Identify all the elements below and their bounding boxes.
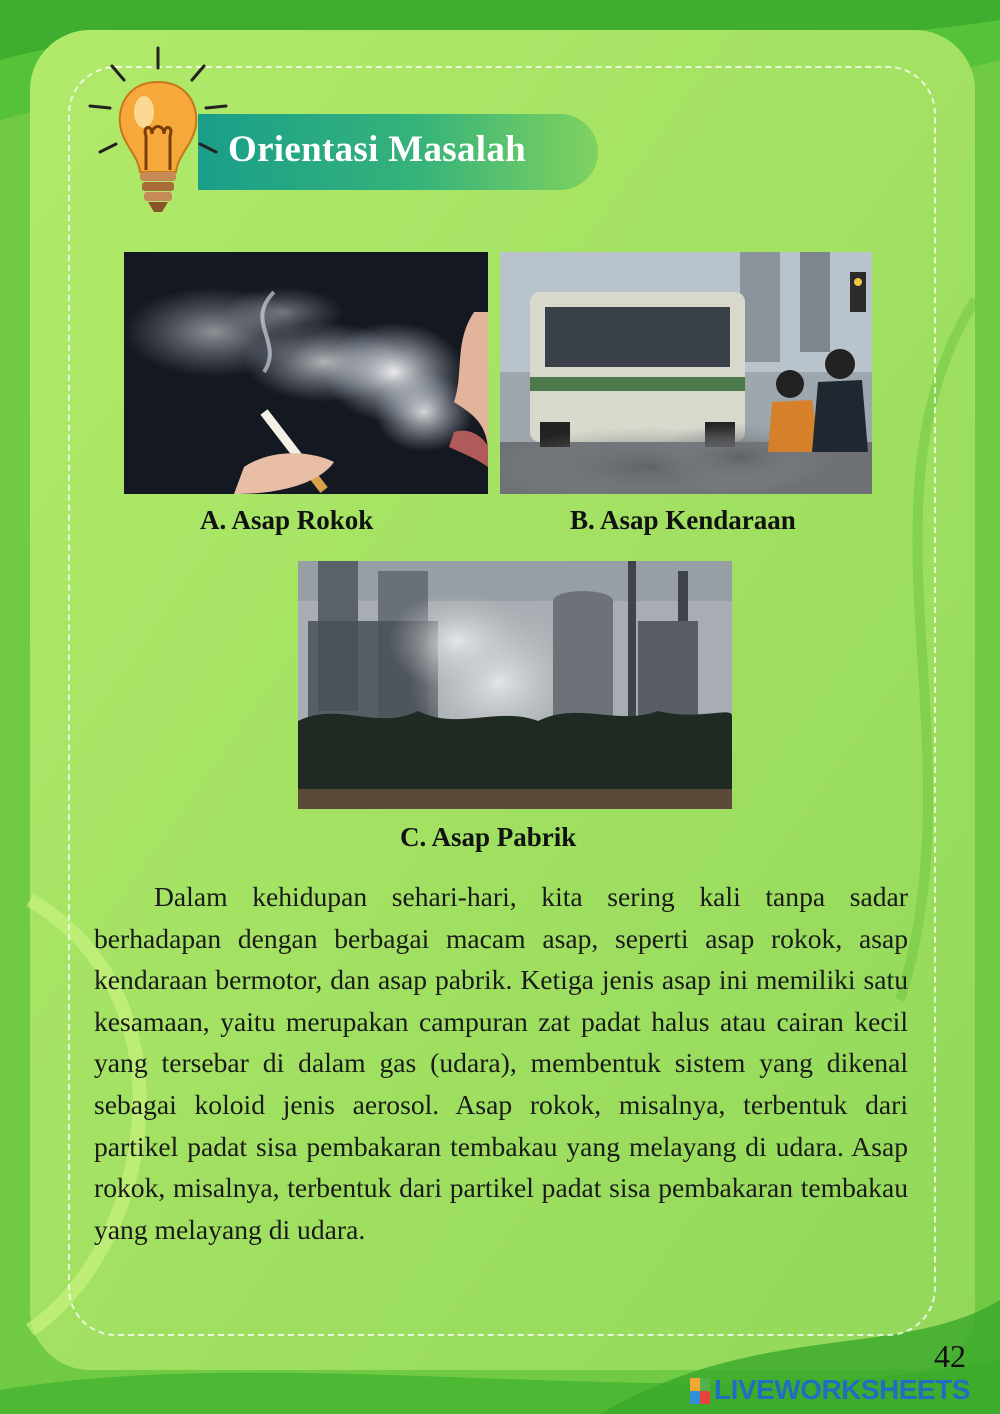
page-number: 42 [934, 1338, 966, 1374]
caption-b: B. Asap Kendaraan [570, 505, 796, 535]
caption-c: C. Asap Pabrik [400, 822, 577, 852]
photo-cigarette-smoke [124, 252, 488, 494]
photo-vehicle-smoke [500, 252, 872, 494]
liveworksheets-brand[interactable]: LIVEWORKSHEETS [714, 1374, 970, 1405]
body-paragraph: Dalam kehidupan sehari-hari, kita sering kali tanpa sadar berhadapan dengan berbagai macam asap, seperti asap rokok, asap kendaraan bermotor, dan asap pabrik. Ketiga jenis asap ini memiliki satu kesamaan, yaitu merupakan campuran zat padat halus atau cairan kecil yang tersebar di dalam gas (udara), membentuk sistem yang dikenal sebagai koloid jenis aerosol. Asap rokok, misalnya, terbentuk dari partikel padat sisa pembakaran tembakau yang melayang di udara. Asap rokok, misalnya, terbentuk dari partikel padat sisa pembakaran tembakau yang melayang di udara. [94, 881, 908, 1245]
page-title: Orientasi Masalah [228, 129, 527, 170]
caption-a: A. Asap Rokok [200, 505, 374, 535]
photo-factory-smoke [298, 561, 732, 809]
lightbulb-icon [84, 44, 234, 224]
liveworksheets-logo-icon [690, 1378, 710, 1404]
